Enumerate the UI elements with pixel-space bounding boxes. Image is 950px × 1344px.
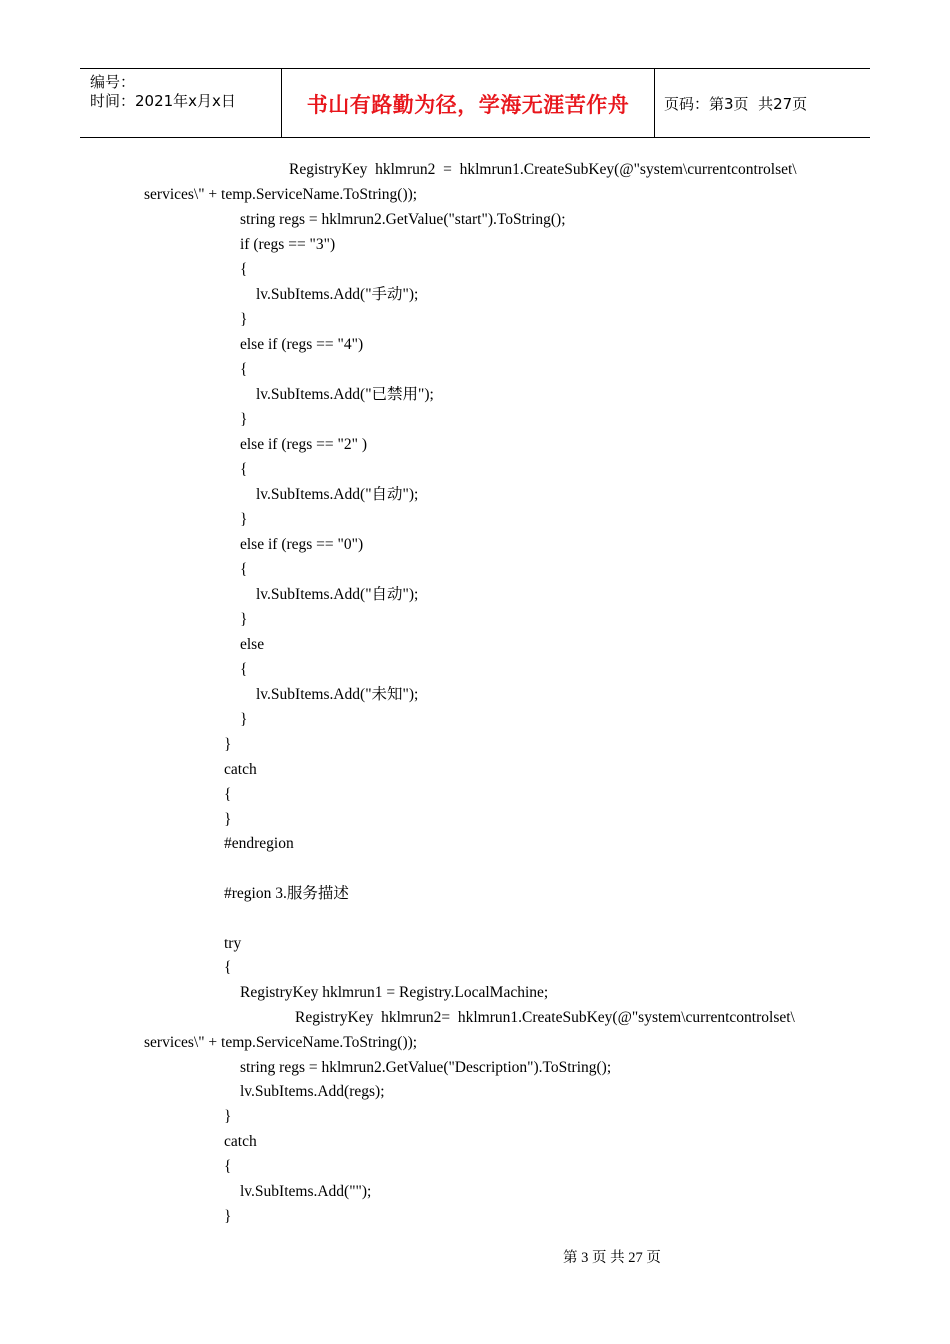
code-line: lv.SubItems.Add(regs); xyxy=(240,1083,385,1100)
document-date-label: 时间：2021年x月x日 xyxy=(90,92,236,110)
code-line: else if (regs == "0") xyxy=(240,536,364,553)
page-header xyxy=(80,68,870,138)
header-motto: 书山有路勤为径，学海无涯苦作舟 xyxy=(306,93,630,117)
code-line: try xyxy=(224,935,242,952)
code-line: } xyxy=(224,1208,232,1225)
header-right-cell xyxy=(655,69,870,137)
code-line: } xyxy=(240,411,248,428)
code-line: } xyxy=(224,1108,232,1125)
code-line: string regs = hklmrun2.GetValue("start").ToString(); xyxy=(240,211,566,228)
code-line: lv.SubItems.Add("已禁用"); xyxy=(256,386,434,403)
code-line: { xyxy=(240,561,248,578)
code-line: #region 3.服务描述 xyxy=(224,885,349,902)
code-line: } xyxy=(240,311,248,328)
code-line: lv.SubItems.Add("自动"); xyxy=(256,486,419,503)
code-line: else if (regs == "4") xyxy=(240,336,364,353)
code-line: } xyxy=(224,736,232,753)
code-line: } xyxy=(240,711,248,728)
code-line: lv.SubItems.Add("自动"); xyxy=(256,586,419,603)
code-line: lv.SubItems.Add(""); xyxy=(240,1183,372,1200)
code-line: if (regs == "3") xyxy=(240,236,336,253)
code-line: else if (regs == "2" ) xyxy=(240,436,367,453)
document-number-label: 编号： xyxy=(90,73,136,91)
code-line: lv.SubItems.Add("手动"); xyxy=(256,286,419,303)
code-line: RegistryKey hklmrun2= hklmrun1.CreateSubKey(@"system\currentcontrolset\ xyxy=(295,1009,795,1026)
code-line: } xyxy=(240,511,248,528)
header-page-info: 页码：第3页 共27页 xyxy=(664,95,808,113)
code-line: catch xyxy=(224,761,257,778)
code-line: { xyxy=(240,261,248,278)
code-line: } xyxy=(224,811,232,828)
page-footer: 第 3 页 共 27 页 xyxy=(563,1250,661,1266)
code-line: catch xyxy=(224,1133,257,1150)
code-line: services\" + temp.ServiceName.ToString()); xyxy=(144,186,418,203)
code-line: { xyxy=(240,361,248,378)
code-line: { xyxy=(224,786,232,803)
code-line: #endregion xyxy=(224,835,294,852)
code-line: { xyxy=(224,1158,232,1175)
code-line: { xyxy=(224,959,232,976)
code-line: RegistryKey hklmrun1 = Registry.LocalMachine; xyxy=(240,984,549,1001)
code-line: lv.SubItems.Add("未知"); xyxy=(256,686,419,703)
code-line: else xyxy=(240,636,265,653)
code-line: string regs = hklmrun2.GetValue("Description").ToString(); xyxy=(240,1059,612,1076)
header-middle-cell xyxy=(282,69,655,137)
code-line: { xyxy=(240,461,248,478)
code-line: RegistryKey hklmrun2 = hklmrun1.CreateSubKey(@"system\currentcontrolset\ xyxy=(289,161,797,178)
code-line: { xyxy=(240,661,248,678)
code-line: } xyxy=(240,611,248,628)
code-line: services\" + temp.ServiceName.ToString()); xyxy=(144,1034,418,1051)
header-left-cell xyxy=(80,69,282,137)
